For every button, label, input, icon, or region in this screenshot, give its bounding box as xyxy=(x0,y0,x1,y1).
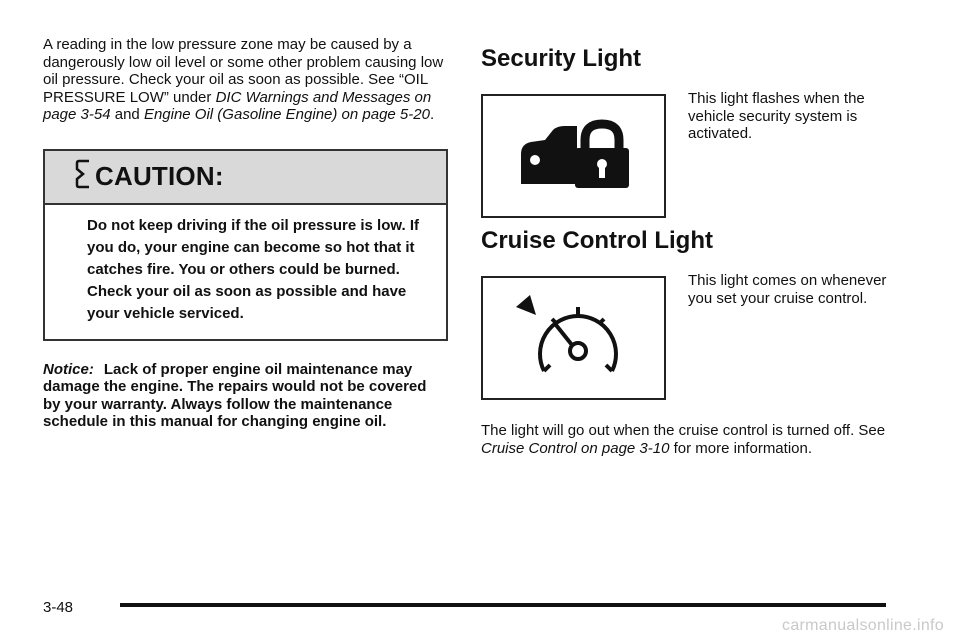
cruise-off-paragraph xyxy=(481,422,901,457)
caution-body: Do not keep driving if the oil pressure is low. If you do, your engine can become so hot that it catches fire. You or others could be burned. Check your oil as soon as possible and have your vehicle serviced. xyxy=(87,216,419,322)
intro-text-and: and xyxy=(110,106,144,123)
security-icon-frame xyxy=(481,94,666,218)
cruise-control-link[interactable]: Cruise Control on page 3-10 xyxy=(481,439,670,457)
security-light-heading: Security Light xyxy=(481,45,642,72)
caution-bracket-icon xyxy=(75,159,91,194)
caution-header xyxy=(45,151,446,205)
notice-paragraph xyxy=(43,361,448,431)
intro-text: A reading in the low pressure zone may be caused by a dangerously low oil level or some other problem causing low oil pressure. Check your oil as soon as possible. See “OIL PRESSURE LOW” under xyxy=(43,36,444,106)
security-light-description: This light flashes when the vehicle security system is activated. xyxy=(688,90,865,142)
cruise-icon-frame xyxy=(481,276,666,400)
cruise-off-text: The light will go out when the cruise control is turned off. See xyxy=(481,422,886,439)
right-column xyxy=(481,36,901,472)
cruise-light-description: This light comes on whenever you set your cruise control. xyxy=(688,272,887,307)
page-number: 3-48 xyxy=(43,599,74,616)
notice-label: Notice: xyxy=(43,360,94,378)
security-light-row xyxy=(481,90,901,218)
dic-warnings-link[interactable]: DIC Warnings and Messages on page 3-54 xyxy=(43,88,432,123)
footer-rule xyxy=(120,603,886,607)
cruise-off-text-end: for more information. xyxy=(669,439,813,457)
cruise-light-row xyxy=(481,272,901,400)
oil-pressure-paragraph xyxy=(43,36,448,124)
watermark: carmanualsonline.info xyxy=(782,617,944,634)
speedometer-icon xyxy=(514,293,634,383)
left-column xyxy=(43,36,448,446)
cruise-control-light-heading: Cruise Control Light xyxy=(481,227,713,254)
intro-text-end: . xyxy=(429,106,435,123)
caution-box xyxy=(43,149,448,341)
engine-oil-link[interactable]: Engine Oil (Gasoline Engine) on page 5-20 xyxy=(143,106,430,123)
notice-text: Lack of proper engine oil maintenance may damage the engine. The repairs would not be covered by your warranty. Always follow the maintenance schedule in this manual for changing engine oil. xyxy=(43,360,427,430)
caution-title: CAUTION: xyxy=(95,161,224,191)
vehicle-lock-icon xyxy=(519,116,629,196)
